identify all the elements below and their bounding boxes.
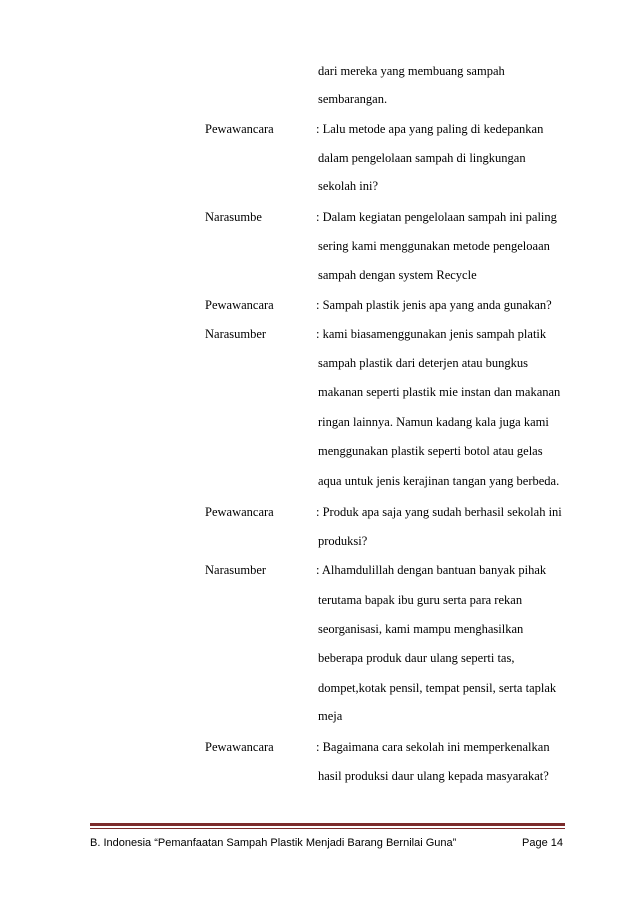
dialogue-continuation: menggunakan plastik seperti botol atau gelas [318, 444, 543, 458]
dialogue-continuation: produksi? [318, 534, 368, 548]
speaker-label: Pewawancara [205, 505, 274, 519]
speaker-label: Narasumber [205, 327, 267, 341]
dialogue-continuation: sampah plastik dari deterjen atau bungkus [318, 356, 529, 370]
dialogue-line: : Bagaimana cara sekolah ini memperkenalkan [316, 740, 550, 754]
dialogue-continuation: seorganisasi, kami mampu menghasilkan [318, 622, 524, 636]
dialogue-continuation: terutama bapak ibu guru serta para rekan [318, 593, 523, 607]
dialogue-continuation: dompet,kotak pensil, tempat pensil, serta taplak [318, 681, 557, 695]
dialogue-continuation: dari mereka yang membuang sampah [318, 64, 505, 78]
dialogue-line: : Alhamdulillah dengan bantuan banyak pihak [316, 563, 547, 577]
dialogue-continuation: hasil produksi daur ulang kepada masyarakat? [318, 769, 549, 783]
dialogue-line: : Sampah plastik jenis apa yang anda gunakan? [316, 298, 552, 312]
dialogue-line: : Produk apa saja yang sudah berhasil sekolah ini [316, 505, 562, 519]
footer-title: B. Indonesia “Pemanfaatan Sampah Plastik Menjadi Barang Bernilai Guna” [90, 837, 457, 849]
footer-page-number: Page 14 [522, 837, 563, 849]
dialogue-continuation: sekolah ini? [318, 179, 379, 193]
dialogue-continuation: beberapa produk daur ulang seperti tas, [318, 651, 515, 665]
dialogue-continuation: sembarangan. [318, 92, 388, 106]
dialogue-continuation: meja [318, 709, 343, 723]
dialogue-line: : Dalam kegiatan pengelolaan sampah ini paling [316, 210, 557, 224]
speaker-label: Pewawancara [205, 298, 274, 312]
dialogue-continuation: sering kami menggunakan metode pengeloaan [318, 239, 550, 253]
speaker-label: Narasumber [205, 563, 267, 577]
dialogue-line: : kami biasamenggunakan jenis sampah platik [316, 327, 547, 341]
dialogue-continuation: ringan lainnya. Namun kadang kala juga kami [318, 415, 549, 429]
speaker-label: Pewawancara [205, 740, 274, 754]
footer-rule-thick [90, 823, 565, 826]
dialogue-continuation: aqua untuk jenis kerajinan tangan yang berbeda. [318, 474, 560, 488]
footer-rule-thin [90, 828, 565, 829]
speaker-label: Narasumbe [205, 210, 262, 224]
speaker-label: Pewawancara [205, 122, 274, 136]
dialogue-line: : Lalu metode apa yang paling di kedepankan [316, 122, 544, 136]
dialogue-continuation: makanan seperti plastik mie instan dan makanan [318, 385, 561, 399]
dialogue-continuation: sampah dengan system Recycle [318, 268, 477, 282]
dialogue-continuation: dalam pengelolaan sampah di lingkungan [318, 151, 526, 165]
